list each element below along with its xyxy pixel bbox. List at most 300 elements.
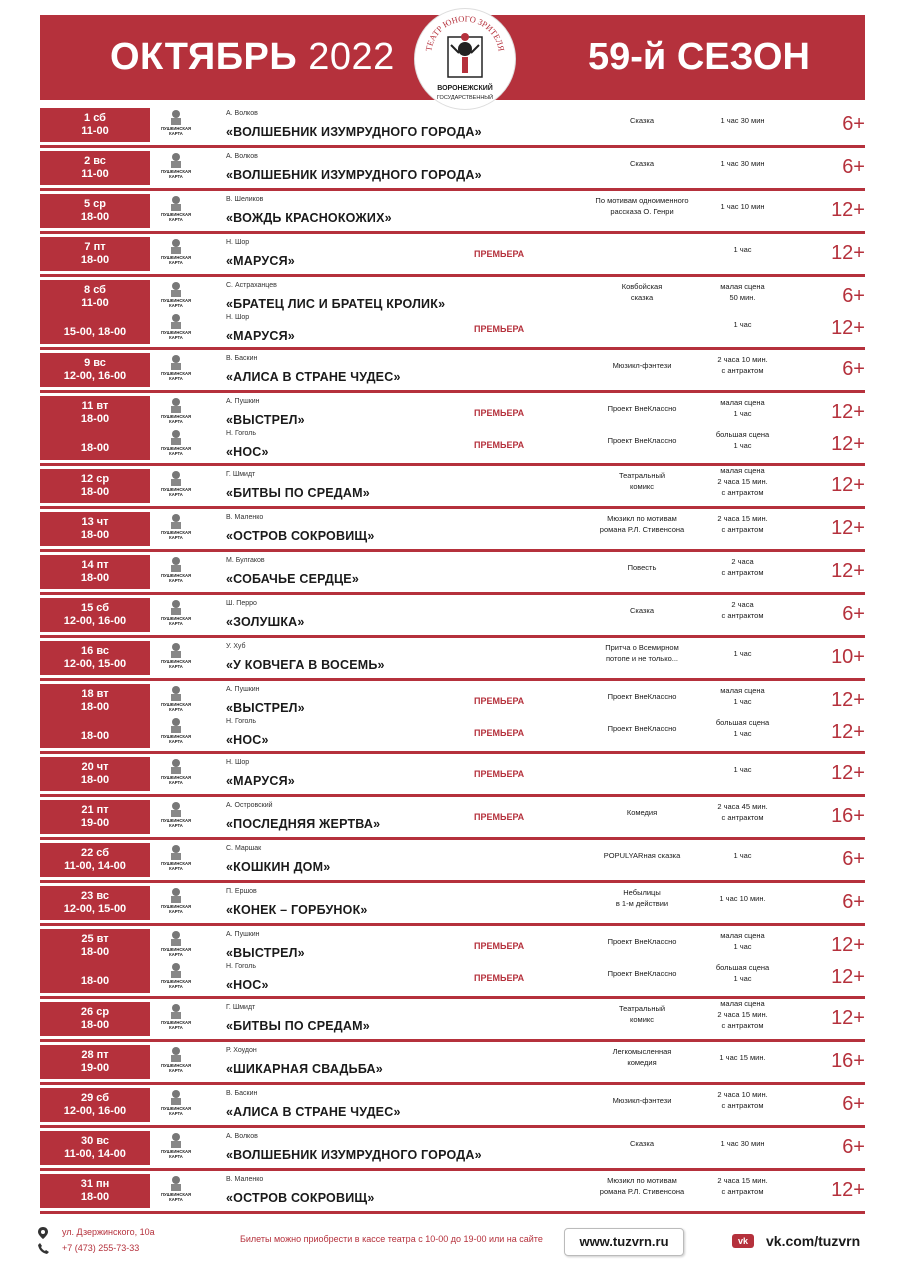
pushkin-label: ПУШКИНСКАЯ <box>160 255 192 260</box>
date-cell <box>40 1174 150 1208</box>
location-pin-icon <box>38 1227 48 1239</box>
genre-text: Проект ВнеКлассно <box>607 691 677 701</box>
genre-text: Проект ВнеКлассно <box>607 403 677 413</box>
author-name: А. Волков <box>226 110 258 117</box>
show-time: 18-00 <box>80 572 110 584</box>
pushkin-label: КАРТА <box>169 419 183 424</box>
date-cell <box>40 353 150 387</box>
pushkin-label: ПУШКИНСКАЯ <box>160 414 192 419</box>
play-title: «ЗОЛУШКА» <box>226 615 305 629</box>
date-cell <box>40 396 150 460</box>
pushkin-card-icon <box>160 599 192 627</box>
pushkin-label: ПУШКИНСКАЯ <box>160 487 192 492</box>
duration-text: с антрактом <box>721 1020 764 1030</box>
phone-icon <box>38 1243 49 1254</box>
play-title: «МАРУСЯ» <box>226 329 295 343</box>
duration-text: с антрактом <box>721 611 764 620</box>
date-label: 29 сб <box>80 1092 110 1104</box>
duration-text: малая сцена <box>720 465 765 475</box>
play-title: «ВОЛШЕБНИК ИЗУМРУДНОГО ГОРОДА» <box>226 125 482 139</box>
duration-text: 1 час <box>733 729 752 738</box>
schedule-list <box>40 105 865 1214</box>
pushkin-label: ПУШКИНСКАЯ <box>160 1192 192 1197</box>
age-rating: 12+ <box>831 433 865 455</box>
genre-text: рассказа О. Генри <box>610 207 674 216</box>
age-rating: 6+ <box>842 358 865 380</box>
play-title: «СОБАЧЬЕ СЕРДЦЕ» <box>226 572 359 586</box>
pushkin-card-icon <box>160 513 192 541</box>
schedule-row <box>40 393 865 466</box>
schedule-row <box>40 509 865 552</box>
author-name: А. Пушкин <box>226 931 260 938</box>
pushkin-card-icon <box>160 1175 192 1203</box>
duration-text: 2 часа 10 мин. <box>717 355 768 364</box>
pushkin-card-icon <box>160 685 192 713</box>
premiere-badge: ПРЕМЬЕРА <box>474 941 525 951</box>
show-time: 18-00 <box>80 774 110 786</box>
show-time: 11-00, 14-00 <box>64 1148 126 1160</box>
pushkin-label: КАРТА <box>169 303 183 308</box>
schedule-row <box>40 234 865 277</box>
pushkin-label: ПУШКИНСКАЯ <box>160 734 192 739</box>
date-label: 8 сб <box>84 284 106 296</box>
month-name: ОКТЯБРЬ <box>110 36 298 78</box>
show-time: 18-00 <box>80 486 110 498</box>
schedule-row <box>40 840 865 883</box>
pushkin-label: ПУШКИНСКАЯ <box>160 947 192 952</box>
duration-text: 2 часа 15 мин. <box>717 1009 768 1019</box>
author-name: А. Волков <box>226 1133 258 1140</box>
theatre-logo <box>414 8 516 110</box>
pushkin-label: КАРТА <box>169 664 183 669</box>
pushkin-card-icon <box>160 844 192 872</box>
age-rating: 12+ <box>831 317 865 339</box>
age-rating: 16+ <box>831 805 865 827</box>
pushkin-card-icon <box>160 930 192 958</box>
play-title: «БИТВЫ ПО СРЕДАМ» <box>226 1019 370 1033</box>
pushkin-label: КАРТА <box>169 952 183 957</box>
duration-text: 1 час 10 мин <box>720 201 765 211</box>
schedule-row <box>40 638 865 681</box>
age-rating: 10+ <box>831 646 865 668</box>
age-rating: 6+ <box>842 603 865 625</box>
age-rating: 6+ <box>842 1136 865 1158</box>
genre-text: Ковбойская <box>621 282 663 291</box>
date-cell <box>40 237 150 271</box>
genre-text: Легкомысленная <box>612 1047 672 1056</box>
age-rating: 12+ <box>831 560 865 582</box>
author-name: П. Ершов <box>226 888 257 895</box>
year: 2022 <box>308 36 395 78</box>
pushkin-label: ПУШКИНСКАЯ <box>160 446 192 451</box>
age-rating: 12+ <box>831 401 865 423</box>
genre-text: комикс <box>630 1015 654 1024</box>
schedule-row <box>40 552 865 595</box>
genre-text: в 1-м действии <box>615 899 669 908</box>
duration-text: большая сцена <box>715 718 770 727</box>
pushkin-card-icon <box>160 962 192 990</box>
schedule-row <box>40 1171 865 1214</box>
show-time: 19-00 <box>80 1062 110 1074</box>
genre-text: Сказка <box>629 158 654 168</box>
duration-text: 2 часа 10 мин. <box>717 1090 768 1099</box>
author-name: А. Пушкин <box>226 398 260 405</box>
date-cell <box>40 280 150 344</box>
pushkin-card-icon <box>160 887 192 915</box>
show-time: 18-00 <box>80 529 110 541</box>
show-time: 11-00 <box>81 297 109 309</box>
show-time: 18-00 <box>80 211 110 223</box>
duration-text: 1 час 10 мин. <box>719 893 766 903</box>
website-link[interactable]: www.tuzvrn.ru <box>564 1228 684 1256</box>
author-name: Н. Гоголь <box>226 718 257 725</box>
genre-text: романа Р.Л. Стивенсона <box>599 1187 685 1196</box>
pushkin-label: КАРТА <box>169 909 183 914</box>
schedule-row <box>40 148 865 191</box>
schedule-row <box>40 681 865 754</box>
play-title: «НОС» <box>226 733 269 747</box>
duration-text: 2 часа <box>731 557 754 566</box>
duration-text: малая сцена <box>720 998 765 1008</box>
pushkin-card-icon <box>160 397 192 425</box>
pushkin-label: КАРТА <box>169 174 183 179</box>
schedule-row <box>40 999 865 1042</box>
show-time: 11-00 <box>81 168 109 180</box>
genre-text: романа Р.Л. Стивенсона <box>599 525 685 534</box>
date-label: 13 чт <box>81 516 109 528</box>
duration-text: 50 мин. <box>729 293 756 302</box>
pushkin-label: ПУШКИНСКАЯ <box>160 573 192 578</box>
age-rating: 12+ <box>831 966 865 988</box>
pushkin-label: КАРТА <box>169 1025 183 1030</box>
pushkin-label: ПУШКИНСКАЯ <box>160 298 192 303</box>
pushkin-label: КАРТА <box>169 1154 183 1159</box>
age-rating: 12+ <box>831 474 865 496</box>
author-name: Г. Шмидт <box>226 471 256 478</box>
author-name: Н. Шор <box>226 314 250 321</box>
genre-text: сказка <box>630 293 654 302</box>
duration-text: малая сцена <box>720 931 765 940</box>
author-name: Н. Шор <box>226 239 250 246</box>
pushkin-label: КАРТА <box>169 492 183 497</box>
pushkin-label: КАРТА <box>169 866 183 871</box>
date-label: 18 вт <box>81 688 109 700</box>
pushkin-label: ПУШКИНСКАЯ <box>160 371 192 376</box>
genre-text: Небылицы <box>623 888 661 897</box>
date-label: 23 вс <box>81 890 109 902</box>
schedule-row <box>40 883 865 926</box>
play-title: «КОШКИН ДОМ» <box>226 860 331 874</box>
age-rating: 12+ <box>831 1179 865 1201</box>
age-rating: 12+ <box>831 721 865 743</box>
date-cell <box>40 1131 150 1165</box>
pushkin-card-icon <box>160 354 192 382</box>
tickets-info: Билеты можно приобрести в кассе театра с 10-00 до 19-00 или на сайте <box>240 1234 543 1244</box>
duration-text: 1 час 30 мин <box>720 158 765 168</box>
play-title: «БИТВЫ ПО СРЕДАМ» <box>226 486 370 500</box>
premiere-badge: ПРЕМЬЕРА <box>474 696 525 706</box>
genre-text: Театральный <box>618 471 666 480</box>
author-name: Н. Гоголь <box>226 963 257 970</box>
pushkin-label: КАРТА <box>169 707 183 712</box>
address: ул. Дзержинского, 10а <box>62 1227 155 1237</box>
show-time: 12-00, 15-00 <box>63 658 127 670</box>
genre-text: Притча о Всемирном <box>605 643 679 652</box>
logo-line1: ВОРОНЕЖСКИЙ <box>437 85 493 92</box>
pushkin-card-icon <box>160 1046 192 1074</box>
date-cell <box>40 469 150 503</box>
schedule-row <box>40 1085 865 1128</box>
pushkin-label: ПУШКИНСКАЯ <box>160 212 192 217</box>
pushkin-label: ПУШКИНСКАЯ <box>160 169 192 174</box>
pushkin-label: ПУШКИНСКАЯ <box>160 1063 192 1068</box>
author-name: В. Шеликов <box>226 196 264 203</box>
pushkin-label: ПУШКИНСКАЯ <box>160 530 192 535</box>
genre-text: потопе и не только... <box>605 654 678 663</box>
pushkin-label: КАРТА <box>169 984 183 989</box>
date-label: 5 ср <box>83 198 106 210</box>
genre-text: Мюзикл по мотивам <box>607 514 677 523</box>
duration-text: с антрактом <box>721 487 764 497</box>
pushkin-card-icon <box>160 1132 192 1160</box>
duration-text: с антрактом <box>721 525 764 534</box>
age-rating: 6+ <box>842 156 865 178</box>
duration-text: 1 час <box>733 974 752 983</box>
author-name: С. Маршак <box>226 845 262 852</box>
genre-text: Проект ВнеКлассно <box>607 936 677 946</box>
date-label: 14 пт <box>81 559 109 571</box>
age-rating: 6+ <box>842 891 865 913</box>
genre-text: Проект ВнеКлассно <box>607 968 677 978</box>
genre-text: Повесть <box>627 562 657 572</box>
pushkin-card-icon <box>160 1003 192 1031</box>
schedule-row <box>40 1042 865 1085</box>
pushkin-card-icon <box>160 717 192 745</box>
schedule-row <box>40 1128 865 1171</box>
date-label: 9 вс <box>84 357 106 369</box>
pushkin-card-icon <box>160 1089 192 1117</box>
play-title: «У КОВЧЕГА В ВОСЕМЬ» <box>226 658 385 672</box>
play-title: «ВЫСТРЕЛ» <box>226 413 305 427</box>
premiere-badge: ПРЕМЬЕРА <box>474 728 525 738</box>
play-title: «ВЫСТРЕЛ» <box>226 701 305 715</box>
play-title: «ВОЛШЕБНИК ИЗУМРУДНОГО ГОРОДА» <box>226 1148 482 1162</box>
duration-text: с антрактом <box>721 366 764 375</box>
author-name: С. Астраханцев <box>226 282 277 289</box>
duration-text: большая сцена <box>715 430 770 439</box>
genre-text: комикс <box>630 482 654 491</box>
author-name: М. Булгаков <box>226 557 265 564</box>
play-title: «НОС» <box>226 978 269 992</box>
date-cell <box>40 194 150 228</box>
show-time: 12-00, 15-00 <box>63 903 127 915</box>
date-label: 28 пт <box>81 1049 109 1061</box>
age-rating: 16+ <box>831 1050 865 1072</box>
age-rating: 6+ <box>842 113 865 135</box>
play-title: «ВОЖДЬ КРАСНОКОЖИХ» <box>226 211 392 225</box>
date-label: 30 вс <box>81 1135 109 1147</box>
author-name: В. Маленко <box>226 1176 264 1183</box>
show-time: 18-00 <box>80 1191 110 1203</box>
author-name: В. Маленко <box>226 514 264 521</box>
genre-text: Сказка <box>629 1138 654 1148</box>
pushkin-card-icon <box>160 556 192 584</box>
schedule-row <box>40 191 865 234</box>
duration-text: 1 час <box>733 764 752 774</box>
date-label: 20 чт <box>81 761 109 773</box>
date-cell <box>40 843 150 877</box>
show-time: 12-00, 16-00 <box>63 615 127 627</box>
play-title: «НОС» <box>226 445 269 459</box>
date-label: 25 вт <box>81 933 109 945</box>
age-rating: 12+ <box>831 689 865 711</box>
schedule-row <box>40 105 865 148</box>
duration-text: 1 час <box>733 244 752 254</box>
duration-text: 2 часа 45 мин. <box>717 802 768 811</box>
pushkin-card-icon <box>160 801 192 829</box>
pushkin-card-icon <box>160 313 192 341</box>
duration-text: 2 часа 15 мин. <box>717 514 768 523</box>
play-title: «ПОСЛЕДНЯЯ ЖЕРТВА» <box>226 817 381 831</box>
date-cell <box>40 684 150 748</box>
duration-text: 2 часа <box>731 600 754 609</box>
date-label: 31 пн <box>80 1178 110 1190</box>
date-cell <box>40 598 150 632</box>
date-label: 2 вс <box>84 155 106 167</box>
genre-text: Театральный <box>618 1004 666 1013</box>
date-cell <box>40 641 150 675</box>
pushkin-card-icon <box>160 195 192 223</box>
date-cell <box>40 108 150 142</box>
pushkin-label: ПУШКИНСКАЯ <box>160 818 192 823</box>
author-name: Н. Гоголь <box>226 430 257 437</box>
duration-text: малая сцена <box>720 282 765 291</box>
pushkin-card-icon <box>160 429 192 457</box>
pushkin-label: КАРТА <box>169 1111 183 1116</box>
author-name: Ш. Перро <box>226 600 257 607</box>
author-name: А. Островский <box>226 802 273 809</box>
show-time: 11-00 <box>81 125 109 137</box>
duration-text: малая сцена <box>720 686 765 695</box>
age-rating: 6+ <box>842 1093 865 1115</box>
date-cell <box>40 1002 150 1036</box>
vk-icon[interactable]: vk <box>732 1234 754 1248</box>
premiere-badge: ПРЕМЬЕРА <box>474 249 525 259</box>
pushkin-label: ПУШКИНСКАЯ <box>160 659 192 664</box>
duration-text: малая сцена <box>720 398 765 407</box>
premiere-badge: ПРЕМЬЕРА <box>474 769 525 779</box>
show-time: 12-00, 16-00 <box>63 370 127 382</box>
genre-text: Мюзикл по мотивам <box>607 1176 677 1185</box>
pushkin-card-icon <box>160 758 192 786</box>
pushkin-label: ПУШКИНСКАЯ <box>160 861 192 866</box>
show-time: 15-00, 18-00 <box>63 326 127 338</box>
pushkin-label: КАРТА <box>169 578 183 583</box>
schedule-row <box>40 350 865 393</box>
pushkin-label: ПУШКИНСКАЯ <box>160 775 192 780</box>
date-label: 12 ср <box>80 473 110 485</box>
pushkin-card-icon <box>160 470 192 498</box>
show-time: 19-00 <box>80 817 110 829</box>
schedule-row <box>40 466 865 509</box>
pushkin-card-icon <box>160 152 192 180</box>
show-time: 18-00 <box>80 701 110 713</box>
show-time: 18-00 <box>80 254 110 266</box>
show-time: 11-00, 14-00 <box>64 860 126 872</box>
pushkin-label: ПУШКИНСКАЯ <box>160 1020 192 1025</box>
show-time: 18-00 <box>80 413 110 425</box>
pushkin-label: КАРТА <box>169 131 183 136</box>
genre-text: Мюзикл-фэнтези <box>612 1095 672 1105</box>
pushkin-label: ПУШКИНСКАЯ <box>160 1106 192 1111</box>
show-time: 18-00 <box>80 442 110 454</box>
duration-text: 1 час <box>733 319 752 329</box>
date-label: 15 сб <box>80 602 110 614</box>
author-name: У. Хуб <box>226 643 246 650</box>
pushkin-label: ПУШКИНСКАЯ <box>160 330 192 335</box>
duration-text: 1 час 30 мин <box>720 1138 765 1148</box>
date-label: 16 вс <box>81 645 109 657</box>
play-title: «БРАТЕЦ ЛИС И БРАТЕЦ КРОЛИК» <box>226 297 446 311</box>
duration-text: 1 час <box>733 850 752 860</box>
duration-text: 1 час 30 мин <box>720 115 765 125</box>
svg-text:ТЕАТР ЮНОГО ЗРИТЕЛЯ: ТЕАТР ЮНОГО ЗРИТЕЛЯ <box>423 13 507 53</box>
vk-link[interactable]: vk.com/tuzvrn <box>766 1233 861 1249</box>
play-title: «ШИКАРНАЯ СВАДЬБА» <box>226 1062 383 1076</box>
date-label: 11 вт <box>81 400 109 412</box>
pushkin-label: КАРТА <box>169 260 183 265</box>
pushkin-label: КАРТА <box>169 335 183 340</box>
play-title: «АЛИСА В СТРАНЕ ЧУДЕС» <box>226 1105 401 1119</box>
genre-text: Проект ВнеКлассно <box>607 723 677 733</box>
genre-text: Сказка <box>629 115 654 125</box>
date-label: 26 ср <box>80 1006 110 1018</box>
date-label: 22 сб <box>80 847 110 859</box>
play-title: «ВОЛШЕБНИК ИЗУМРУДНОГО ГОРОДА» <box>226 168 482 182</box>
schedule-row <box>40 797 865 840</box>
pushkin-label: КАРТА <box>169 1068 183 1073</box>
pushkin-label: КАРТА <box>169 217 183 222</box>
date-cell <box>40 1045 150 1079</box>
pushkin-card-icon <box>160 642 192 670</box>
premiere-badge: ПРЕМЬЕРА <box>474 408 525 418</box>
date-cell <box>40 512 150 546</box>
pushkin-label: КАРТА <box>169 823 183 828</box>
genre-text: Мюзикл-фэнтези <box>612 360 672 370</box>
genre-text: POPULYARная сказка <box>603 850 681 860</box>
date-cell <box>40 800 150 834</box>
pushkin-label: КАРТА <box>169 739 183 744</box>
age-rating: 12+ <box>831 762 865 784</box>
author-name: В. Баскин <box>226 1090 258 1097</box>
pushkin-label: ПУШКИНСКАЯ <box>160 702 192 707</box>
age-rating: 12+ <box>831 517 865 539</box>
age-rating: 6+ <box>842 285 865 307</box>
duration-text: с антрактом <box>721 813 764 822</box>
author-name: В. Баскин <box>226 355 258 362</box>
phone[interactable]: +7 (473) 255-73-33 <box>62 1243 140 1253</box>
pushkin-label: КАРТА <box>169 451 183 456</box>
show-time: 12-00, 16-00 <box>63 1105 127 1117</box>
pushkin-label: ПУШКИНСКАЯ <box>160 904 192 909</box>
play-title: «ОСТРОВ СОКРОВИЩ» <box>226 529 375 543</box>
age-rating: 12+ <box>831 934 865 956</box>
date-cell <box>40 555 150 589</box>
show-time: 18-00 <box>80 730 110 742</box>
genre-text: комедия <box>627 1058 657 1067</box>
premiere-badge: ПРЕМЬЕРА <box>474 324 525 334</box>
duration-text: большая сцена <box>715 963 770 972</box>
